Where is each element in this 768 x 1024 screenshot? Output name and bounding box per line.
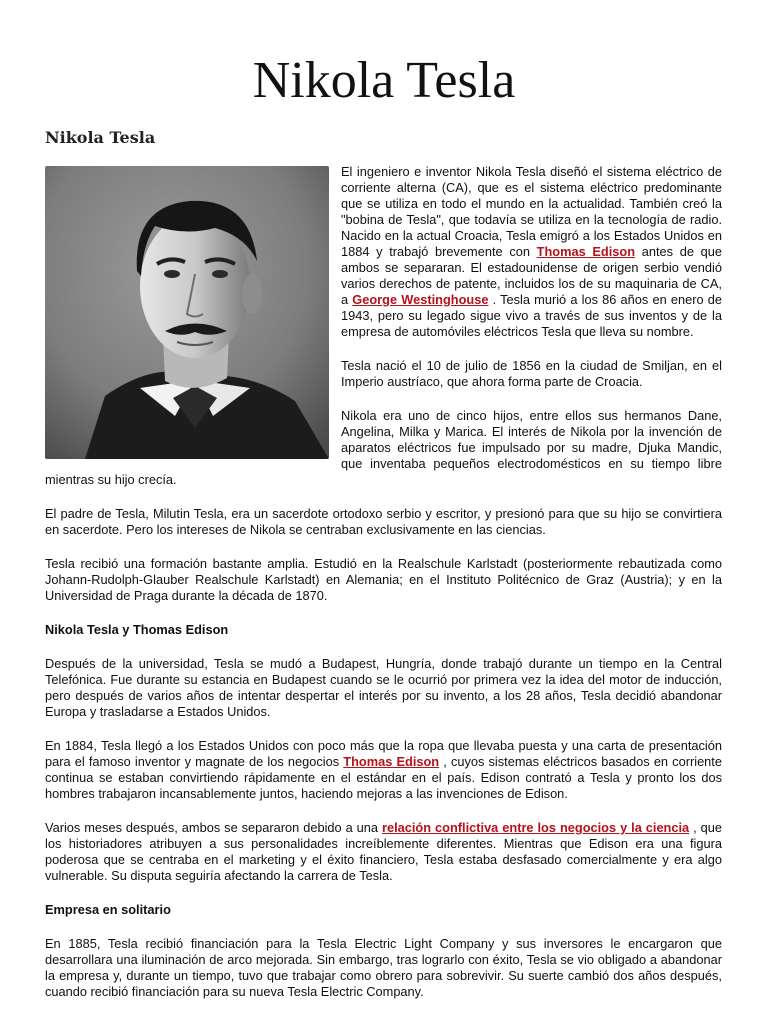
text-run: , que los historiadores atribuyen a sus personalidades increíblemente diferentes. Mientras que Edison era una figura poderosa que se centraba en el marketing y el éxito financiero, Tesla estaba desfasado comercialmente y era algo vulnerable. Su disputa seguiría afectando la carrera de Tesla. [45,820,722,883]
text-run: , cuyos sistemas eléctricos basados en corriente continua se estaban convirtiendo rápidamente en el estándar en el país. Edison contrató a Tesla y pronto los dos hombres trabajaron incansablemente juntos, haciendo mejoras a las invenciones de Edison. [45,754,722,801]
text-run: . Tesla murió a los 86 años en enero de 1943, pero su legado sigue vivo a través de sus inventos y de la empresa de automóviles eléctricos Tesla que lleva su nombre. [341,292,722,339]
portrait-photo [45,166,329,459]
text-run: El ingeniero e inventor Nikola Tesla diseñó el sistema eléctrico de corriente alterna (CA), que es el sistema eléctrico predominante que se utiliza en todo el mundo en la actualidad. También creó la "bobina de Tesla", que todavía se utiliza en la tecnología de radio. Nacido en la actual Croacia, Tesla emigró a los Estados Unidos en 1884 y trabajó brevemente con [341,164,722,259]
page-title: Nikola Tesla [252,52,516,109]
text-run: En 1884, Tesla llegó a los Estados Unidos con poco más que la ropa que llevaba puesta y una carta de presentación para el famoso inventor y magnate de los negocios [45,738,722,769]
edison-paragraph-2 [45,738,722,802]
conflict-relation-link[interactable]: relación conflictiva entre los negocios y la ciencia [381,820,690,835]
george-westinghouse-link[interactable]: George Westinghouse [352,292,489,307]
article-heading: Nikola Tesla [45,128,156,147]
intro-paragraph-2: Tesla nació el 10 de julio de 1856 en la ciudad de Smiljan, en el Imperio austríaco, que ahora forma parte de Croacia. [341,358,722,389]
intro-paragraph-3: Nikola era uno de cinco hijos, entre ellos sus hermanos Dane, Angelina, Milka y Marica. El interés de Nikola por la invención de aparatos eléctricos fue impulsado por su madre, Djuka Mandic, que inventaba pequeños electrodomésticos en su tiempo libre mientras su hijo crecía. [45,408,722,487]
article-body [45,164,722,1018]
edison-paragraph-3 [45,820,722,884]
edison-paragraph-1: Después de la universidad, Tesla se mudó a Budapest, Hungría, donde trabajó durante un tiempo en la Central Telefónica. Fue durante su estancia en Budapest cuando se le ocurrió por primera vez la idea del motor de inducción, pero después de varios años de intentar despertar el interés por su invento, a los 28 años, Tesla decidió abandonar Europa y trasladarse a Estados Unidos. [45,656,722,719]
thomas-edison-link[interactable]: Thomas Edison [536,244,636,259]
text-run: Varios meses después, ambos se separaron debido a una [45,820,382,835]
section-heading-solo: Empresa en solitario [45,902,171,917]
intro-paragraph-4: El padre de Tesla, Milutin Tesla, era un sacerdote ortodoxo serbio y escritor, y presionó para que su hijo se convirtiera en sacerdote. Pero los intereses de Nikola se centraban exclusivamente en las ciencias. [45,506,722,537]
intro-paragraph-5: Tesla recibió una formación bastante amplia. Estudió en la Realschule Karlstadt (posteriormente rebautizada como Johann-Rudolph-Glauber Realschule Karlstadt) en Alemania; en el Instituto Politécnico de Graz (Austria); y en la Universidad de Praga durante la década de 1870. [45,556,722,603]
thomas-edison-link-2[interactable]: Thomas Edison [343,754,440,769]
section-heading-edison: Nikola Tesla y Thomas Edison [45,622,229,637]
text-run: antes de que ambos se separaran. El estadounidense de origen serbio vendió varios derechos de patente, incluidos los de su maquinaria de CA, a [341,244,723,307]
solo-paragraph-1: En 1885, Tesla recibió financiación para la Tesla Electric Light Company y sus inversores le encargaron que desarrollara una iluminación de arco mejorada. Sin embargo, tras lograrlo con éxito, Tesla se vio obligado a abandonar la empresa y, durante un tiempo, tuvo que trabajar como obrero para sobrevivir. Su suerte cambió dos años después, cuando recibió financiación para su nueva Tesla Electric Company. [45,936,722,999]
portrait-image [45,166,329,459]
